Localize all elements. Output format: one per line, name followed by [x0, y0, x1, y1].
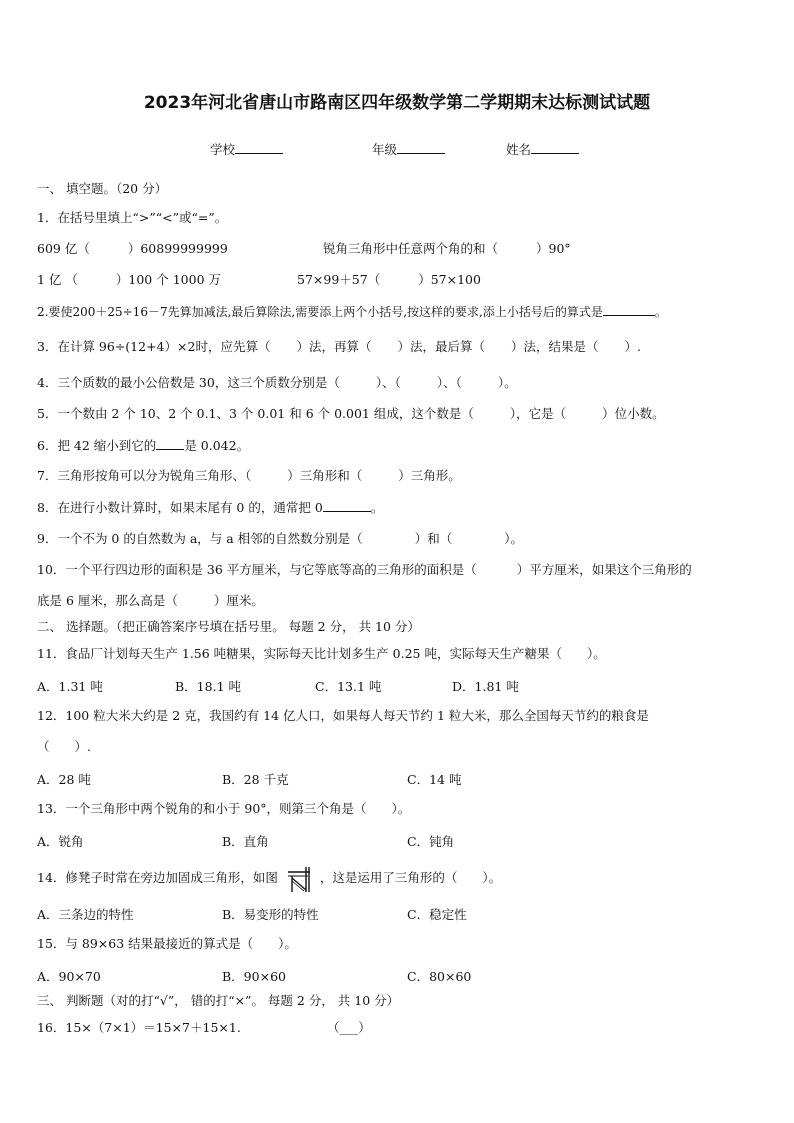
q4-text: 4．三个质数的最小公倍数是 30，这三个质数分别是（ ）、（ ）、（ ）。	[37, 375, 517, 390]
q1-row1-left: 609 亿（ ）60899999999	[37, 241, 228, 256]
q12-option-c: C．14 吨	[407, 772, 462, 787]
q7-text: 7．三角形按角可以分为锐角三角形、（ ）三角形和（ ）三角形。	[37, 468, 461, 483]
q12-line2: （ ）.	[37, 739, 91, 754]
page-title: 2023年河北省唐山市路南区四年级数学第二学期期末达标测试试题	[143, 93, 651, 113]
school-label: 学校	[210, 142, 236, 157]
name-field	[506, 140, 579, 158]
q1-row1-right: 锐角三角形中任意两个角的和（ ）90°	[323, 241, 571, 256]
q1-row2-right: 57×99＋57（ ）57×100	[297, 272, 481, 287]
q11-option-d: D．1.81 吨	[452, 679, 519, 694]
q14-text: 14．修凳子时常在旁边加固成三角形，如图 ，这是运用了三角形的（ ）。	[37, 863, 501, 894]
q13-option-a: A．锐角	[37, 834, 84, 849]
q6-text: 6．把 42 缩小到它的 是 0.042。	[37, 438, 250, 453]
q1-text: 1．在括号里填上“>”“<”或“=”。	[37, 210, 228, 225]
q16-text: 16．15×（7×1）＝15×7＋15×1.	[37, 1020, 241, 1035]
q12-text: 12．100 粒大米大约是 2 克，我国约有 14 亿人口，如果每人每天节约 1 粒大米，那么全国每天节约的粮食是	[37, 708, 649, 723]
q11-option-c: C．13.1 吨	[315, 679, 382, 694]
q12-option-a: A．28 吨	[37, 772, 91, 787]
q16-answer: （___）	[327, 1020, 371, 1035]
grade-field	[372, 140, 445, 158]
q14-option-b: B．易变形的特性	[222, 907, 319, 922]
q11-text: 11．食品厂计划每天生产 1.56 吨糖果，实际每天比计划多生产 0.25 吨，实际每天生产糖果（ ）。	[37, 646, 606, 661]
grade-blank	[397, 141, 445, 154]
q14-option-c: C．稳定性	[407, 907, 467, 922]
grade-label: 年级	[372, 142, 398, 157]
q11-option-b: B．18.1 吨	[175, 679, 241, 694]
q13-text: 13．一个三角形中两个锐角的和小于 90°，则第三个角是（ ）。	[37, 801, 411, 816]
stool-figure-icon	[284, 864, 314, 894]
q13-option-c: C．钝角	[407, 834, 455, 849]
q15-option-c: C．80×60	[407, 969, 472, 984]
q10-line2: 底是 6 厘米，那么高是（ ）厘米。	[37, 593, 264, 608]
q2-text: 2.要使200＋25÷16－7先算加减法,最后算除法,需要添上两个小括号,按这样的要求,添上小括号后的算式是 。	[37, 305, 667, 319]
name-label: 姓名	[506, 142, 532, 157]
q13-option-b: B．直角	[222, 834, 269, 849]
section3-heading: 三、 判断题（对的打“√”， 错的打“×”。 每题 2 分， 共 10 分）	[37, 993, 400, 1008]
q11-option-a: A．1.31 吨	[37, 679, 103, 694]
school-field	[210, 140, 283, 158]
q15-option-b: B．90×60	[222, 969, 286, 984]
q10-text: 10．一个平行四边形的面积是 36 平方厘米，与它等底等高的三角形的面积是（ ）平方厘米，如果这个三角形的	[37, 562, 692, 577]
section1-heading: 一、 填空题。（20 分）	[37, 181, 168, 196]
q9-text: 9．一个不为 0 的自然数为 a，与 a 相邻的自然数分别是（ ）和（ ）。	[37, 531, 523, 546]
section2-heading: 二、 选择题。（把正确答案序号填在括号里。 每题 2 分， 共 10 分）	[37, 619, 420, 634]
q3-text: 3．在计算 96÷(12+4）×2时，应先算（ ）法，再算（ ）法，最后算（ ）法，结果是（ ）.	[37, 339, 641, 354]
school-blank	[235, 141, 283, 154]
q12-option-b: B．28 千克	[222, 772, 289, 787]
q8-text: 8．在进行小数计算时，如果末尾有 0 的，通常把 0 。	[37, 500, 384, 515]
q14-option-a: A．三条边的特性	[37, 907, 134, 922]
q15-option-a: A．90×70	[37, 969, 101, 984]
q1-row2-left: 1 亿 （ ）100 个 1000 万	[37, 272, 221, 287]
q15-text: 15．与 89×63 结果最接近的算式是（ ）。	[37, 936, 297, 951]
name-blank	[531, 141, 579, 154]
q5-text: 5．一个数由 2 个 10、2 个 0.1、3 个 0.01 和 6 个 0.001 组成，这个数是（ ），它是（ ）位小数。	[37, 406, 665, 421]
